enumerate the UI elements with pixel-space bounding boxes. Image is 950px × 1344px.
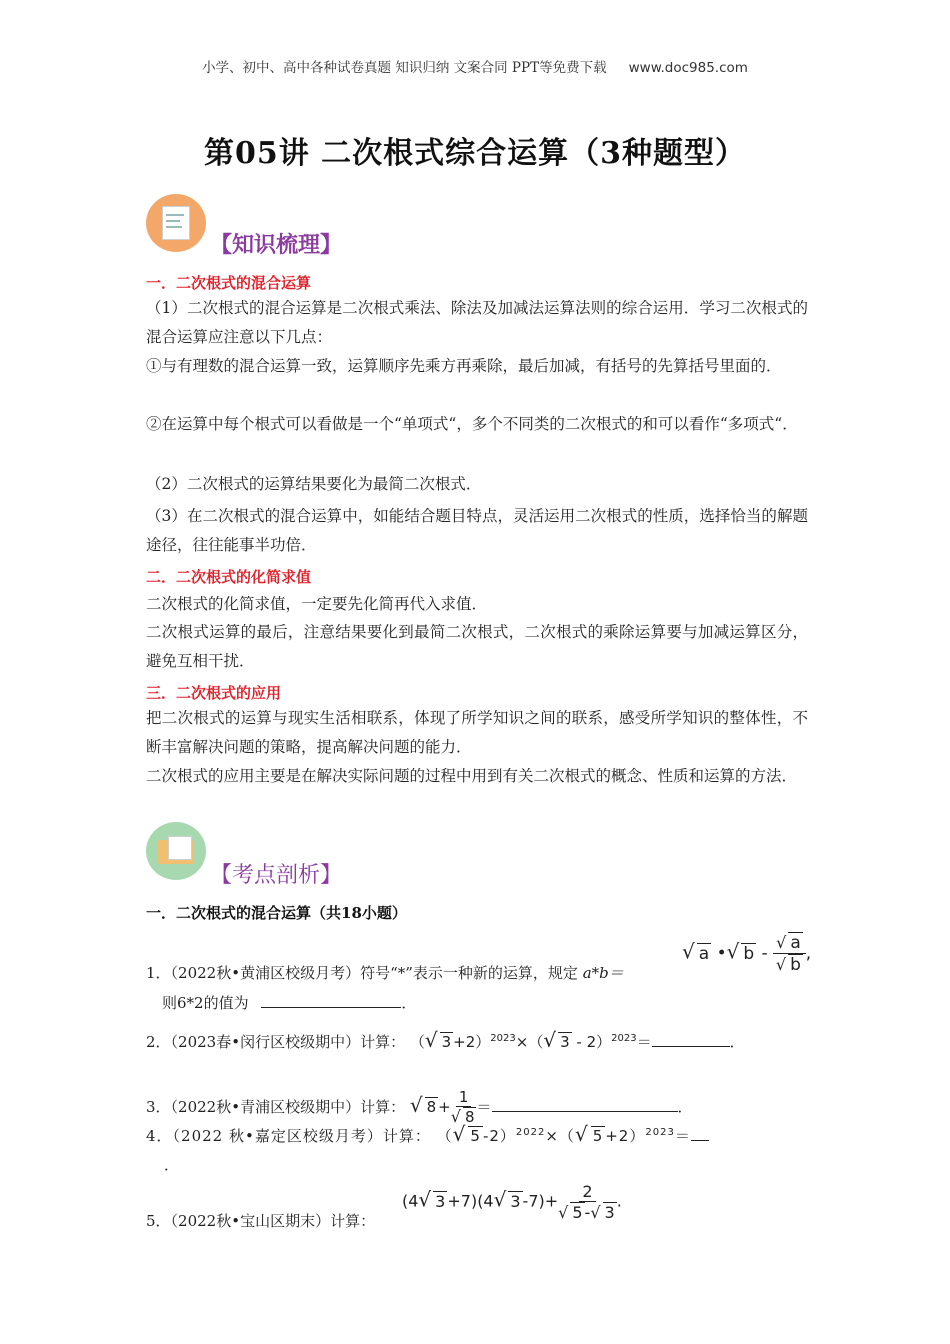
question-4-exp-1: 2022 (515, 1127, 546, 1138)
question-3-answer-blank[interactable] (492, 1097, 678, 1112)
question-1-answer-blank[interactable] (261, 993, 401, 1008)
knowledge-paragraph-1: （1）二次根式的混合运算是二次根式乘法、除法及加减法运算法则的综合运用．学习二次根式的混合运算应注意以下几点： (146, 299, 808, 346)
question-1-prefix: 1．（2022秋•黄浦区校级月考）符号“*”表示一种新的运算，规定 (146, 964, 578, 982)
question-4-prefix: 4．（2022 秋•嘉定区校级月考）计算： (146, 1127, 431, 1145)
folder-icon (146, 822, 206, 880)
header-site-link[interactable]: www.doc985.com (628, 60, 748, 76)
question-2-answer-blank[interactable] (652, 1032, 730, 1047)
knowledge-paragraph-2: ①与有理数的混合运算一致，运算顺序先乘方再乘除，最后加减，有括号的先算括号里面的． (146, 357, 782, 375)
question-5 (146, 1210, 375, 1231)
question-1-formula: √ a •√ b - $\frac{√ a}{√ b}$ , (682, 933, 812, 975)
knowledge-heading-2: 二．二次根式的化简求值 (146, 568, 312, 586)
knowledge-paragraph-7: 二次根式运算的最后，注意结果要化到最简二次根式，二次根式的乘除运算要与加减运算区分，避免互相干扰． (146, 623, 808, 670)
question-4-exp-2: 2023 (645, 1127, 675, 1138)
question-3-prefix: 3．（2022秋•青浦区校级期中）计算： (146, 1098, 406, 1116)
question-5-formula: (4√ 3 +7)(4√ 3 -7)+ $\frac{2}{√ 5 -√ 3}$ . (402, 1182, 622, 1222)
knowledge-paragraph-8: 把二次根式的运算与现实生活相联系，体现了所学知识之间的联系，感受所学知识的整体性，不断丰富解决问题的策略，提高解决问题的能力． (146, 709, 808, 756)
question-1 (146, 962, 624, 983)
knowledge-paragraph-6: 二次根式的化简求值，一定要先化简再代入求值． (146, 595, 488, 613)
question-1-lhs: a*b＝ (582, 964, 624, 982)
question-group-heading: 一．二次根式的混合运算（共18小题） (146, 904, 407, 922)
question-2-exp-1: 2023 (490, 1033, 516, 1044)
knowledge-paragraph-9: 二次根式的应用主要是在解决实际问题的过程中用到有关二次根式的概念、性质和运算的方法． (146, 767, 798, 785)
question-5-prefix: 5．（2022秋•宝山区期末）计算： (146, 1212, 376, 1230)
question-1-line-2: 则6*2的值为 ． (162, 994, 417, 1012)
question-2-exp-2: 2023 (611, 1033, 637, 1044)
question-4: 4．（2022 秋•嘉定区校级月考）计算： （√ 5 -2）$^{2022}$×（√ 5 +2）$^{2023}$＝ (146, 1122, 709, 1146)
knowledge-section-label: 【知识梳理】 (210, 232, 343, 258)
question-2-prefix: 2．（2023春•闵行区校级期中）计算： (146, 1033, 406, 1051)
question-4-answer-blank[interactable] (691, 1126, 709, 1141)
knowledge-paragraph-4: （2）二次根式的运算结果要化为最简二次根式． (146, 475, 482, 493)
knowledge-paragraph-5: （3）在二次根式的混合运算中，如能结合题目特点，灵活运用二次根式的性质，选择恰当的解题途径，往往能事半功倍． (146, 507, 808, 554)
knowledge-heading-1: 一．二次根式的混合运算 (146, 274, 312, 292)
knowledge-heading-3: 三．二次根式的应用 (146, 684, 282, 702)
header-note-text: 小学、初中、高中各种试卷真题 知识归纳 文案合同 PPT等免费下载 (202, 60, 607, 76)
question-1-ask: 则6*2的值为 (162, 994, 249, 1012)
question-3: 3．（2022秋•青浦区校级期中）计算： √ 8 + $\frac{1}{√ 8}$ ＝ ． (146, 1088, 693, 1126)
question-4-period: ． (164, 1156, 180, 1174)
knowledge-paragraph-3: ②在运算中每个根式可以看做是一个“单项式“，多个不同类的二次根式的和可以看作“多项式“． (146, 415, 798, 433)
notebook-icon (146, 194, 206, 252)
page-title: 第05讲 二次根式综合运算（3种题型） (203, 136, 747, 171)
header-note (0, 56, 950, 76)
question-2: 2．（2023春•闵行区校级期中）计算： （√ 3 +2）$^{2023}$×（√ 3 - 2）$^{2023}$＝ ． (146, 1028, 745, 1052)
analysis-section-label: 【考点剖析】 (210, 863, 343, 888)
